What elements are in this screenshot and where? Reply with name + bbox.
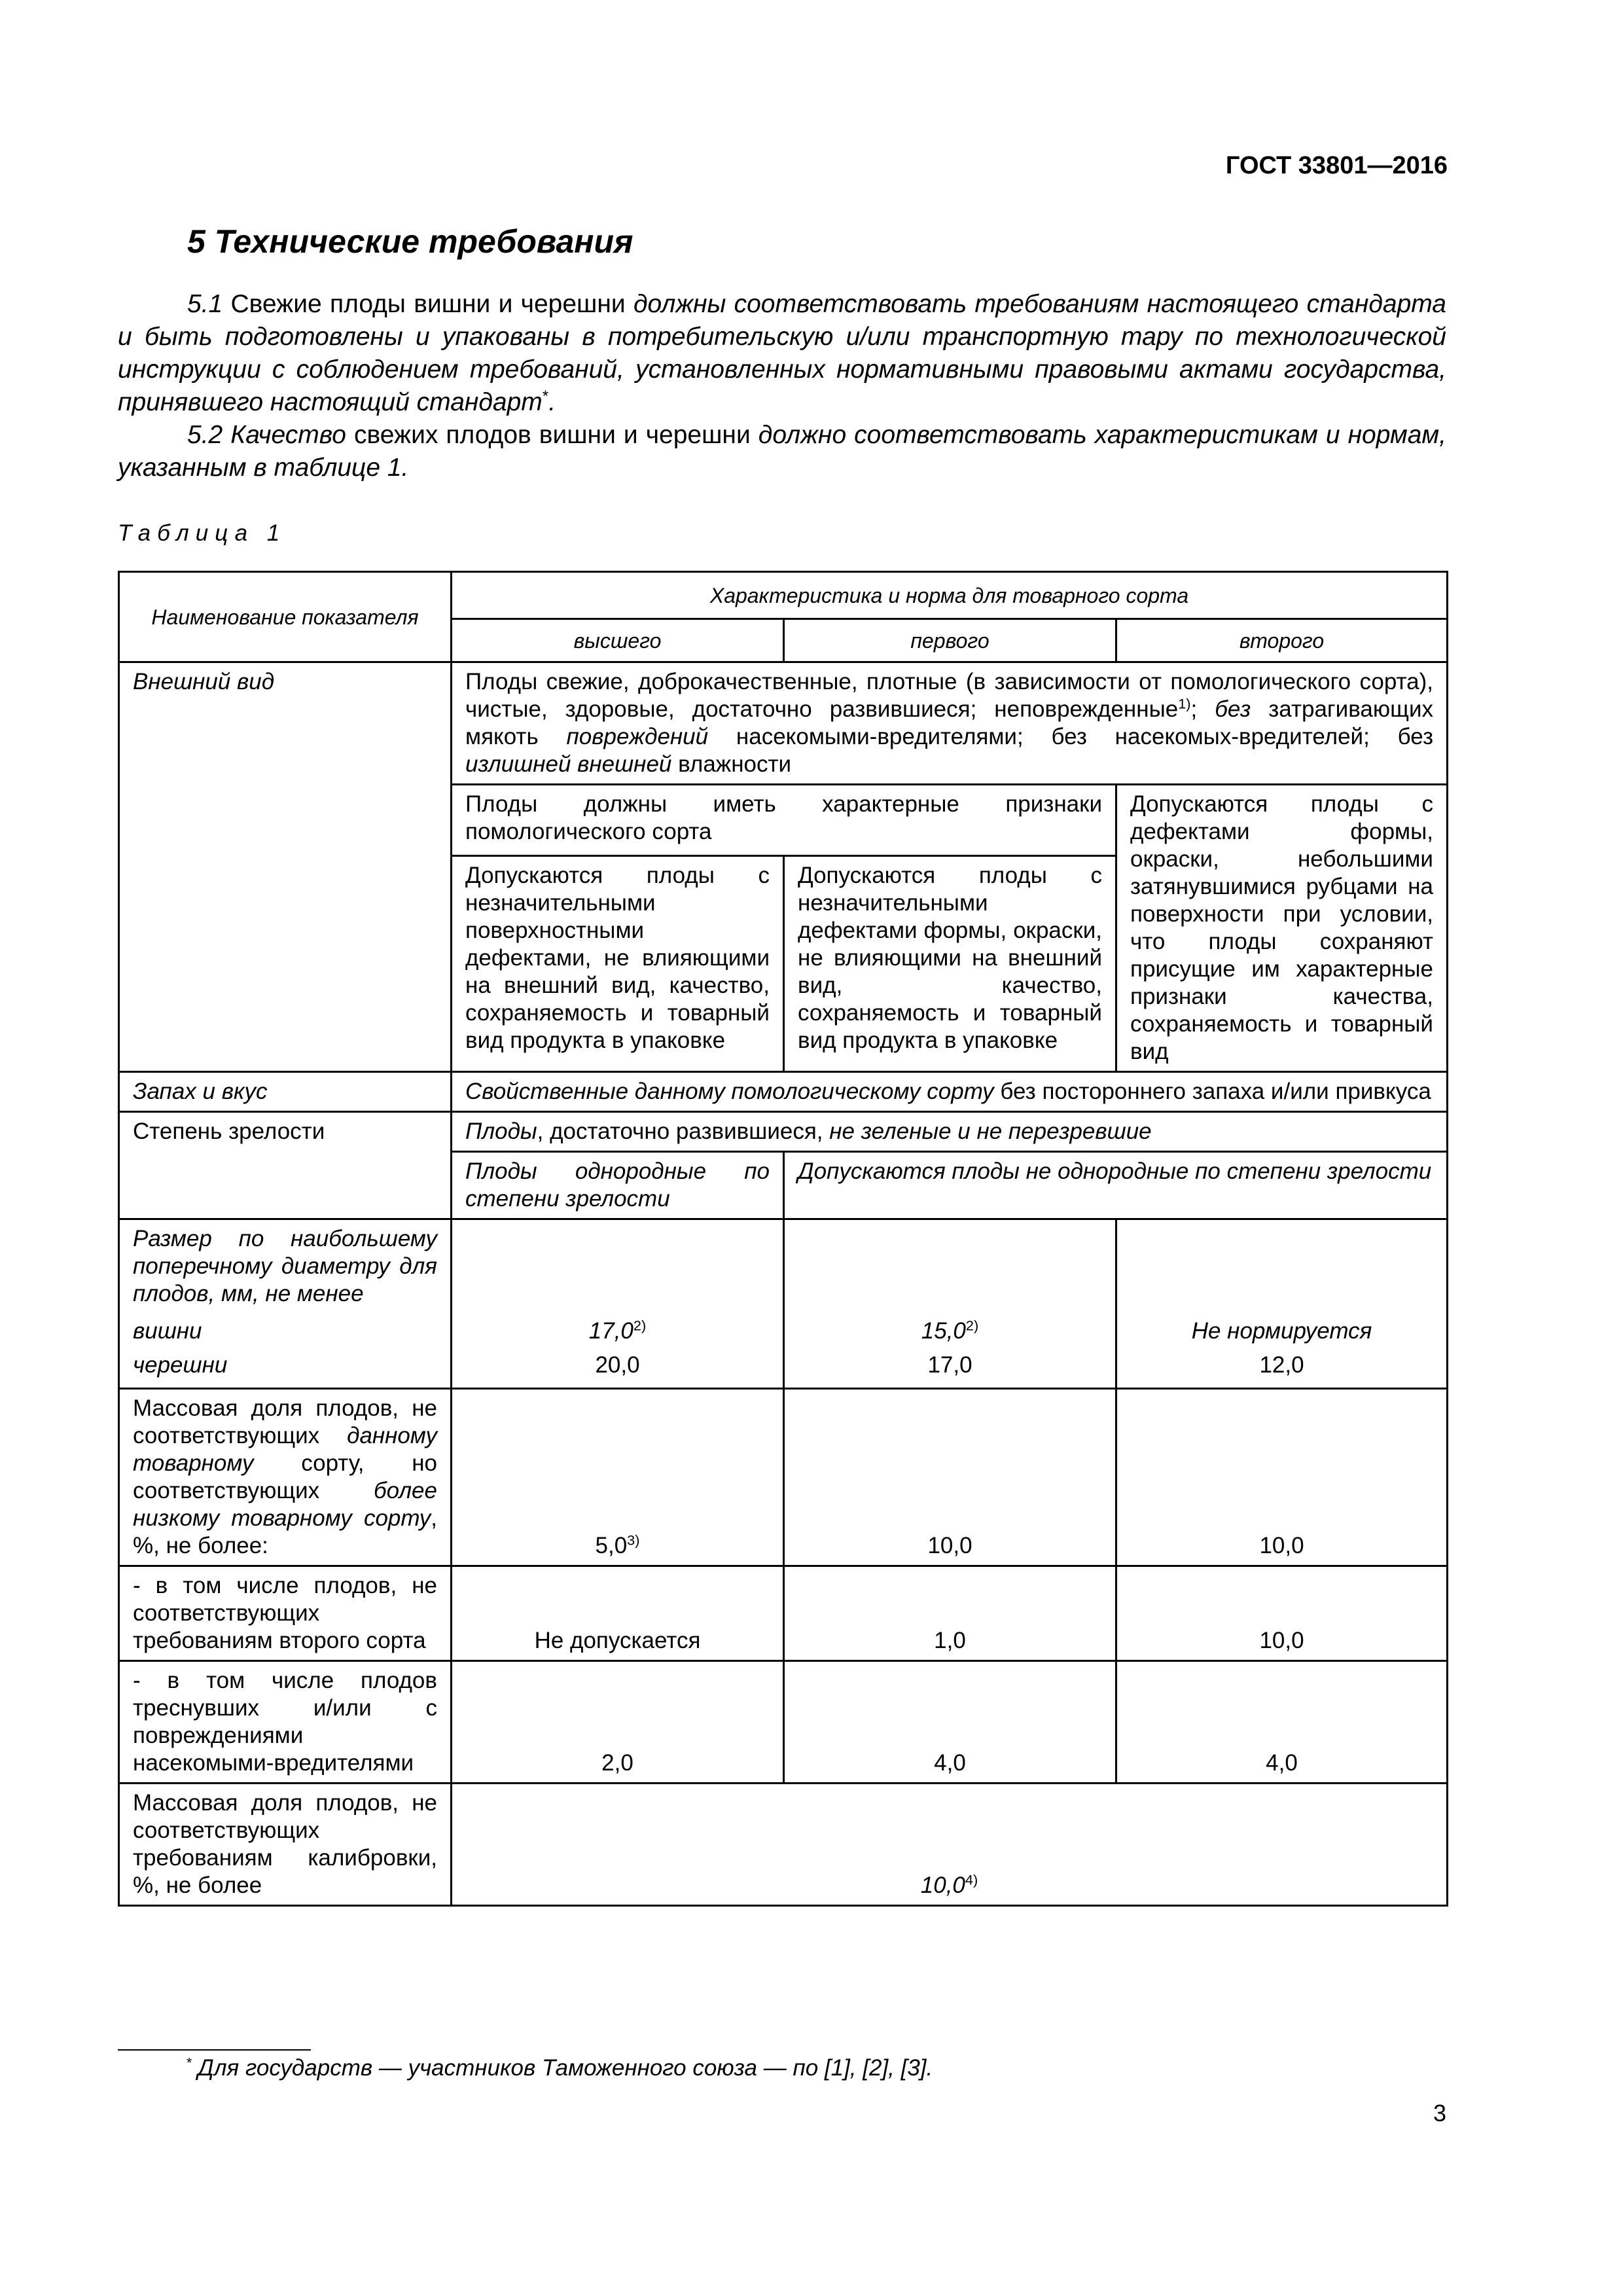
value-text: 5,0 [595, 1533, 628, 1558]
row-label-mass-share [119, 1389, 452, 1566]
appearance-highest: Допускаются плоды с незначительными поверхностными дефектами, не влияющими на внешний вид, качество, сохраняемость и товарный вид продукта в упаковке [452, 855, 784, 1071]
ripeness-common [452, 1112, 1448, 1152]
table-row [119, 1219, 1448, 1389]
label-text: Размер по наибольшему поперечному диаметру для плодов, мм, не менее [133, 1226, 437, 1306]
text-run: без [1215, 696, 1251, 722]
table-row [119, 1112, 1448, 1152]
footnote-ref: 2) [965, 1317, 979, 1334]
cracked-highest: 2,0 [452, 1661, 784, 1784]
table-row [119, 662, 1448, 785]
header-indicator-name: Наименование показателя [119, 572, 452, 662]
size-first [784, 1219, 1116, 1389]
cracked-second: 4,0 [1116, 1661, 1448, 1784]
text-run: влажности [671, 751, 792, 777]
text-run: Плоды [465, 1119, 537, 1144]
footnote-ref: * [542, 387, 549, 405]
text-run: должно соответствовать характеристикам и нормам, указанным в таблице 1. [118, 421, 1446, 482]
text-run: Плоды однородные по степени зрелости [465, 1158, 770, 1211]
page-number: 3 [1433, 2100, 1446, 2126]
mass-share-first: 10,0 [784, 1389, 1116, 1566]
header-grade-highest: высшего [452, 619, 784, 662]
mass-share-highest [452, 1389, 784, 1566]
appearance-common [452, 662, 1448, 785]
text-run: Качество [223, 421, 346, 449]
footnote-ref: 4) [965, 1871, 978, 1888]
row-label-ripeness: Степень зрелости [119, 1112, 452, 1219]
value-text: 10,0 [920, 1873, 965, 1898]
row-label-size [119, 1219, 452, 1389]
label-text: вишни [133, 1318, 202, 1344]
appearance-second: Допускаются плоды с дефектами формы, окраски, небольшими затянувшимися рубцами на поверхности при условии, что плоды сохраняют присущие им характерные признаки качества, сохраняемость и товарный вид [1116, 785, 1448, 1072]
table-row [119, 1389, 1448, 1566]
text-run: Допускаются плоды не однородные по степени зрелости [798, 1158, 1432, 1184]
header-grade-first: первого [784, 619, 1116, 662]
appearance-highest-first: Плоды должны иметь характерные признаки помологического сорта [452, 785, 1116, 856]
paragraph-5-2 [118, 419, 1446, 484]
footnote-mark: * [186, 2054, 192, 2071]
header-group: Характеристика и норма для товарного сорта [452, 572, 1448, 619]
requirements-table [118, 571, 1448, 1907]
text-run: излишней внешней [465, 751, 672, 777]
row-label-not-second-grade: - в том числе плодов, не соответствующих требованиям второго сорта [119, 1566, 452, 1661]
text-run: должны соответствовать требованиям настоящего стандарта и быть подготовлены и упакованы в потребительскую и/или транспортную тару по технологической инструкции с соблюдением требований, установленных нормативными правовыми актами государства, принявшего настоящий стандарт [118, 290, 1447, 416]
value-text: 20,0 [595, 1352, 640, 1378]
calibration-value [452, 1784, 1448, 1906]
footnote-text: Для государств — участников Таможенного союза — по [1], [2], [3]. [191, 2055, 933, 2081]
table-header-row [119, 572, 1448, 619]
clause-number: 5.2 [187, 421, 223, 449]
value-text: Не нормируется [1191, 1318, 1372, 1344]
footnote-divider [118, 2049, 311, 2051]
text-run: , %, не более: [133, 1505, 437, 1558]
section-title: 5 Технические требования [187, 223, 633, 260]
text-run: ; [1190, 696, 1215, 722]
table-row [119, 1072, 1448, 1112]
text-run: более низкому товарному сорту [133, 1478, 437, 1531]
text-run: сорту, но соответствующих [133, 1450, 437, 1503]
text-run: свежих плодов вишни и черешни [346, 421, 758, 449]
text-run: повреждений [566, 724, 709, 749]
value-text: 17,0 [588, 1318, 633, 1344]
row-label-cracked: - в том числе плодов треснувших и/или с повреждениями насекомыми-вредителями [119, 1661, 452, 1784]
footnote-ref: 2) [633, 1317, 647, 1334]
row-label-smell [119, 1072, 452, 1112]
value-text: 15,0 [921, 1318, 966, 1344]
clause-number: 5.1 [187, 290, 223, 318]
table-row [119, 1784, 1448, 1906]
appearance-first: Допускаются плоды с незначительными дефектами формы, окраски, не влияющими на внешний вид, качество, сохраняемость и товарный вид продукта в упаковке [784, 855, 1116, 1071]
not-second-grade-highest: Не допускается [452, 1566, 784, 1661]
text-run: затрагивающих мякоть [465, 696, 1433, 749]
text-run: не зеленые и не перезревшие [829, 1119, 1152, 1144]
mass-share-second: 10,0 [1116, 1389, 1448, 1566]
footnote-ref: 3) [627, 1532, 640, 1549]
size-second [1116, 1219, 1448, 1389]
text-run: , достаточно развившиеся, [537, 1119, 830, 1144]
size-highest [452, 1219, 784, 1389]
table-row [119, 1566, 1448, 1661]
not-second-grade-second: 10,0 [1116, 1566, 1448, 1661]
text-run: Массовая доля плодов, не соответствующих [133, 1395, 437, 1448]
text-run: Свежие плоды вишни и черешни [223, 290, 633, 318]
not-second-grade-first: 1,0 [784, 1566, 1116, 1661]
label-text: Запах и вкус [133, 1079, 268, 1104]
cracked-first: 4,0 [784, 1661, 1116, 1784]
text-run: насекомыми-вредителями; без насекомых-вредителей; без [708, 724, 1434, 749]
text-run: . [548, 388, 556, 416]
footnote-ref: 1) [1178, 695, 1191, 712]
text-run: без постороннего запаха и/или привкуса [993, 1079, 1431, 1104]
text-run: данному товарному [133, 1423, 437, 1476]
footnote [186, 2055, 933, 2081]
smell-value [452, 1072, 1448, 1112]
ripeness-highest [452, 1152, 784, 1219]
label-text: Внешний вид [133, 669, 275, 694]
table-caption: Таблица 1 [118, 520, 287, 546]
value-text: 12,0 [1259, 1352, 1304, 1378]
paragraph-5-1 [118, 288, 1446, 419]
row-label-appearance [119, 662, 452, 1072]
text-run: Свойственные данному помологическому сорту [465, 1079, 994, 1104]
ripeness-first-second [784, 1152, 1448, 1219]
table-row [119, 1661, 1448, 1784]
text-run: Плоды свежие, доброкачественные, плотные (в зависимости от помологического сорта), чистые, здоровые, достаточно развившиеся; неповрежденные [465, 669, 1433, 722]
header-grade-second: второго [1116, 619, 1448, 662]
row-label-calibration: Массовая доля плодов, не соответствующих требованиям калибровки, %, не более [119, 1784, 452, 1906]
document-number: ГОСТ 33801—2016 [1225, 152, 1448, 179]
value-text: 17,0 [927, 1352, 972, 1378]
label-text: черешни [133, 1352, 228, 1378]
